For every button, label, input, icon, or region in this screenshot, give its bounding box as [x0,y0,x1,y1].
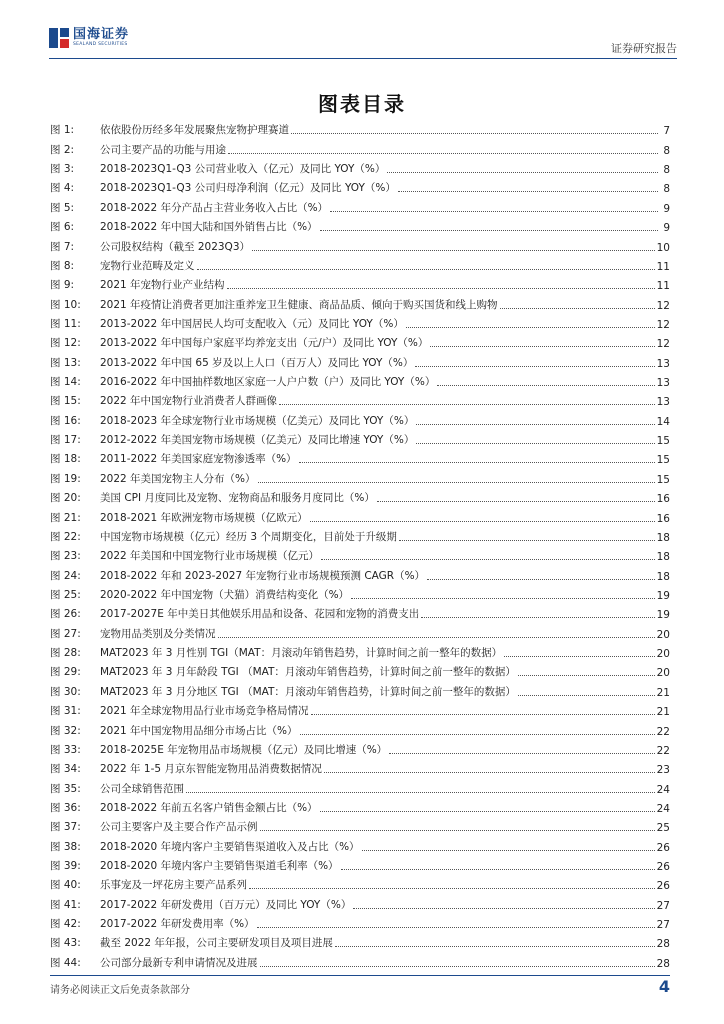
toc-page-number: 11 [656,280,670,293]
toc-page-number: 11 [656,260,670,273]
toc-dot-leader [320,229,658,231]
toc-entry[interactable] [50,466,670,485]
toc-entry[interactable] [50,137,670,156]
toc-figure-number: 图 21: [50,511,81,524]
toc-dot-leader [260,965,655,967]
toc-figure-number: 图 1: [50,124,75,137]
toc-figure-number: 图 19: [50,472,81,485]
toc-figure-number: 图 39: [50,860,81,873]
toc-dot-leader [500,307,655,309]
toc-figure-title: 宠物用品类别及分类情况 [100,627,216,640]
toc-page-number: 12 [656,299,670,312]
toc-dot-leader [351,597,655,599]
toc-figure-number: 图 33: [50,743,81,756]
toc-page-number: 24 [656,802,670,815]
disclaimer-note: 请务必阅读正文后免责条款部分 [50,985,190,996]
toc-figure-number: 图 8: [50,259,75,272]
toc-figure-title: 公司部分最新专利申请情况及进展 [100,956,258,969]
toc-dot-leader [260,829,655,831]
toc-figure-number: 图 29: [50,666,81,679]
toc-figure-number: 图 25: [50,588,81,601]
toc-figure-number: 图 15: [50,395,81,408]
company-logo [49,28,129,48]
toc-figure-title: 2018-2022 年分产品占主营业务收入占比（%） [100,201,329,214]
toc-dot-leader [399,539,655,541]
toc-page-number: 15 [656,454,670,467]
toc-page-number: 23 [656,764,670,777]
toc-figure-number: 图 32: [50,724,81,737]
toc-figure-number: 图 23: [50,550,81,563]
toc-entry[interactable] [50,621,670,640]
toc-figure-title: 2022 年美国宠物主人分布（%） [100,472,256,485]
toc-page-number: 13 [656,377,670,390]
figure-list [50,118,670,970]
toc-dot-leader [406,326,655,328]
toc-entry[interactable] [50,834,670,853]
toc-page-number: 28 [656,938,670,951]
toc-figure-title: 2020-2022 年中国宠物（犬猫）消费结构变化（%） [100,588,350,601]
toc-entry[interactable] [50,215,670,234]
toc-figure-number: 图 37: [50,821,81,834]
toc-page-number: 26 [656,880,670,893]
toc-figure-title: 2018-2023 年全球宠物行业市场规模（亿美元）及同比 YOY（%） [100,414,415,427]
toc-figure-title: 2018-2021 年欧洲宠物市场规模（亿欧元） [100,511,308,524]
toc-figure-title: 美国 CPI 月度同比及宠物、宠物商品和服务月度同比（%） [100,492,375,505]
toc-dot-leader [291,132,658,134]
toc-dot-leader [504,655,655,657]
toc-figure-title: 宠物行业范畴及定义 [100,259,195,272]
toc-entry[interactable] [50,486,670,505]
toc-figure-title: MAT2023 年 3 月分地区 TGI （MAT：月滚动年销售趋势，计算时间之前一整年的数据） [100,685,516,698]
toc-figure-number: 图 42: [50,918,81,931]
toc-figure-number: 图 35: [50,782,81,795]
toc-entry[interactable] [50,408,670,427]
toc-figure-title: 2018-2020 年境内客户主要销售渠道收入及占比（%） [100,840,360,853]
toc-entry[interactable] [50,931,670,950]
toc-dot-leader [335,945,655,947]
toc-entry[interactable] [50,583,670,602]
toc-page-number: 19 [656,589,670,602]
toc-dot-leader [186,791,655,793]
toc-page-number: 21 [656,686,670,699]
toc-entry[interactable] [50,273,670,292]
toc-page-number: 7 [663,125,670,138]
toc-dot-leader [341,868,655,870]
toc-entry[interactable] [50,118,670,137]
toc-figure-title: 2017-2027E 年中美日其他娱乐用品和设备、花园和宠物的消费支出 [100,608,420,621]
toc-entry[interactable] [50,738,670,757]
toc-entry[interactable] [50,544,670,563]
toc-figure-title: 2022 年美国和中国宠物行业市场规模（亿元） [100,550,320,563]
toc-page-number: 13 [656,396,670,409]
toc-page-number: 16 [656,493,670,506]
toc-page-number: 28 [656,957,670,970]
toc-entry[interactable] [50,428,670,447]
toc-entry[interactable] [50,950,670,969]
toc-page-number: 9 [663,202,670,215]
toc-dot-leader [310,520,655,522]
toc-figure-title: 2017-2022 年研发费用率（%） [100,918,255,931]
toc-entry[interactable] [50,312,670,331]
toc-figure-number: 图 9: [50,279,75,292]
toc-entry[interactable] [50,873,670,892]
toc-figure-title: 截至 2022 年年报，公司主要研发项目及项目进展 [100,937,333,950]
toc-dot-leader [377,500,655,502]
toc-figure-title: 2017-2022 年研发费用（百万元）及同比 YOY（%） [100,898,352,911]
toc-figure-title: 公司主要客户及主要合作产品示例 [100,821,258,834]
toc-entry[interactable] [50,602,670,621]
toc-figure-number: 图 41: [50,898,81,911]
toc-page-number: 27 [656,919,670,932]
toc-dot-leader [416,423,654,425]
toc-figure-number: 图 31: [50,705,81,718]
toc-figure-title: 公司股权结构（截至 2023Q3） [100,240,251,253]
toc-page-number: 19 [656,609,670,622]
logo-name-en: SEALAND SECURITIES [73,42,128,48]
toc-dot-leader [362,849,655,851]
toc-page-number: 18 [656,531,670,544]
toc-page-number: 22 [656,744,670,757]
toc-entry[interactable] [50,718,670,737]
toc-figure-number: 图 6: [50,221,75,234]
toc-figure-title: 2018-2025E 年宠物用品市场规模（亿元）及同比增速（%） [100,743,388,756]
toc-page-number: 8 [663,183,670,196]
toc-entry[interactable] [50,641,670,660]
toc-dot-leader [258,481,655,483]
toc-dot-leader [398,190,658,192]
toc-entry[interactable] [50,389,670,408]
toc-figure-number: 图 14: [50,376,81,389]
toc-page-number: 22 [656,725,670,738]
toc-figure-number: 图 40: [50,879,81,892]
toc-figure-title: 2021 年中国宠物用品细分市场占比（%） [100,724,298,737]
toc-figure-title: 2012-2022 年美国宠物市场规模（亿美元）及同比增速 YOY（%） [100,434,415,447]
toc-page-number: 20 [656,628,670,641]
toc-figure-title: 2021 年疫情让消费者更加注重养宠卫生健康、商品品质、倾向于购买国货和线上购物 [100,298,498,311]
toc-entry[interactable] [50,679,670,698]
toc-figure-number: 图 5: [50,201,75,214]
toc-figure-number: 图 36: [50,801,81,814]
page-footer [50,975,670,999]
toc-dot-leader [427,578,655,580]
toc-entry[interactable] [50,892,670,911]
toc-figure-title: 2018-2022 年中国大陆和国外销售占比（%） [100,221,318,234]
toc-entry[interactable] [50,195,670,214]
toc-page-number: 20 [656,648,670,661]
toc-page-number: 15 [656,435,670,448]
toc-entry[interactable] [50,447,670,466]
toc-figure-number: 图 13: [50,356,81,369]
toc-figure-number: 图 7: [50,240,75,253]
toc-figure-title: 依依股份历经多年发展聚焦宠物护理赛道 [100,124,289,137]
toc-dot-leader [249,887,655,889]
toc-dot-leader [299,461,655,463]
toc-entry[interactable] [50,854,670,873]
toc-entry[interactable] [50,254,670,273]
toc-figure-number: 图 4: [50,182,75,195]
toc-figure-number: 图 30: [50,685,81,698]
toc-figure-title: MAT2023 年 3 月性别 TGI（MAT：月滚动年销售趋势，计算时间之前一整年的数据） [100,647,503,660]
toc-entry[interactable] [50,157,670,176]
toc-figure-title: 2013-2022 年中国每户家庭平均养宠支出（元/户）及同比 YOY（%） [100,337,429,350]
logo-mark-icon [49,28,69,48]
toc-page-number: 20 [656,667,670,680]
toc-entry[interactable] [50,776,670,795]
toc-entry[interactable] [50,505,670,524]
toc-dot-leader [330,210,658,212]
toc-dot-leader [218,636,655,638]
toc-figure-title: 2021 年宠物行业产业结构 [100,279,225,292]
toc-figure-number: 图 27: [50,627,81,640]
toc-page-number: 16 [656,512,670,525]
toc-page-number: 18 [656,551,670,564]
toc-figure-title: 2022 年中国宠物行业消费者人群画像 [100,395,278,408]
toc-figure-number: 图 11: [50,317,81,330]
toc-page-number: 26 [656,861,670,874]
toc-page-number: 12 [656,338,670,351]
toc-dot-leader [300,733,655,735]
toc-figure-title: 2018-2022 年前五名客户销售金额占比（%） [100,801,318,814]
toc-entry[interactable] [50,234,670,253]
toc-dot-leader [257,926,655,928]
toc-figure-number: 图 26: [50,608,81,621]
toc-entry[interactable] [50,912,670,931]
toc-figure-title: 2018-2023Q1-Q3 公司归母净利润（亿元）及同比 YOY（%） [100,182,396,195]
toc-entry[interactable] [50,563,670,582]
toc-figure-number: 图 20: [50,492,81,505]
toc-entry[interactable] [50,370,670,389]
toc-dot-leader [252,249,655,251]
toc-figure-title: MAT2023 年 3 月年龄段 TGI （MAT：月滚动年销售趋势，计算时间之前一整年的数据） [100,666,516,679]
toc-page-number: 21 [656,706,670,719]
toc-page-number: 26 [656,841,670,854]
toc-figure-number: 图 2: [50,143,75,156]
toc-figure-title: 2013-2022 年中国 65 岁及以上人口（百万人）及同比 YOY（%） [100,356,414,369]
toc-figure-title: 公司主要产品的功能与用途 [100,143,226,156]
toc-figure-number: 图 44: [50,956,81,969]
toc-entry[interactable] [50,757,670,776]
toc-page-number: 18 [656,570,670,583]
toc-entry[interactable] [50,331,670,350]
toc-figure-title: 2018-2020 年境内客户主要销售渠道毛利率（%） [100,860,339,873]
toc-entry[interactable] [50,796,670,815]
toc-dot-leader [321,558,655,560]
toc-figure-number: 图 34: [50,763,81,776]
toc-figure-number: 图 12: [50,337,81,350]
toc-entry[interactable] [50,699,670,718]
page-header [49,22,677,62]
toc-dot-leader [227,287,655,289]
logo-name-cn: 国海证券 [73,27,130,43]
toc-figure-number: 图 43: [50,937,81,950]
toc-entry[interactable] [50,525,670,544]
toc-figure-number: 图 17: [50,434,81,447]
toc-dot-leader [518,674,655,676]
toc-figure-number: 图 24: [50,569,81,582]
toc-figure-title: 2018-2022 年和 2023-2027 年宠物行业市场规模预测 CAGR（%） [100,569,426,582]
footer-divider [50,975,670,976]
page-title: 图表目录 [318,92,406,116]
toc-page-number: 8 [663,164,670,177]
toc-dot-leader [421,616,654,618]
toc-entry[interactable] [50,350,670,369]
toc-dot-leader [416,442,654,444]
toc-figure-number: 图 10: [50,298,81,311]
report-type-label: 证券研究报告 [611,42,677,55]
toc-entry[interactable] [50,292,670,311]
page-number: 4 [658,977,670,996]
toc-figure-number: 图 28: [50,647,81,660]
header-divider [49,58,677,59]
toc-entry[interactable] [50,815,670,834]
toc-dot-leader [389,752,654,754]
toc-dot-leader [279,403,655,405]
toc-entry[interactable] [50,660,670,679]
toc-page-number: 13 [656,357,670,370]
toc-page-number: 14 [656,415,670,428]
toc-page-number: 10 [656,241,670,254]
toc-figure-title: 2021 年全球宠物用品行业市场竞争格局情况 [100,705,309,718]
toc-figure-title: 公司全球销售范围 [100,782,184,795]
toc-page-number: 15 [656,473,670,486]
toc-page-number: 27 [656,899,670,912]
toc-dot-leader [228,152,658,154]
toc-dot-leader [320,810,655,812]
toc-figure-number: 图 22: [50,530,81,543]
toc-page-number: 9 [663,222,670,235]
toc-dot-leader [324,771,655,773]
toc-figure-number: 图 16: [50,414,81,427]
toc-figure-number: 图 3: [50,163,75,176]
toc-dot-leader [415,365,654,367]
toc-page-number: 25 [656,822,670,835]
toc-dot-leader [387,171,658,173]
toc-figure-title: 2016-2022 年中国抽样数地区家庭一人户户数（户）及同比 YOY（%） [100,376,436,389]
toc-figure-title: 中国宠物市场规模（亿元）经历 3 个周期变化，目前处于升级期 [100,530,397,543]
toc-figure-number: 图 18: [50,453,81,466]
toc-figure-number: 图 38: [50,840,81,853]
toc-dot-leader [197,268,655,270]
toc-page-number: 24 [656,783,670,796]
toc-figure-title: 2022 年 1-5 月京东智能宠物用品消费数据情况 [100,763,322,776]
toc-dot-leader [311,713,655,715]
toc-page-number: 12 [656,318,670,331]
toc-figure-title: 2018-2023Q1-Q3 公司营业收入（亿元）及同比 YOY（%） [100,163,386,176]
toc-dot-leader [430,345,654,347]
toc-figure-title: 2011-2022 年美国家庭宠物渗透率（%） [100,453,297,466]
toc-dot-leader [353,907,654,909]
toc-entry[interactable] [50,176,670,195]
toc-page-number: 8 [663,144,670,157]
toc-figure-title: 2013-2022 年中国居民人均可支配收入（元）及同比 YOY（%） [100,317,404,330]
toc-dot-leader [437,384,654,386]
toc-dot-leader [518,694,655,696]
toc-figure-title: 乐事宠及一坪花房主要产品系列 [100,879,247,892]
